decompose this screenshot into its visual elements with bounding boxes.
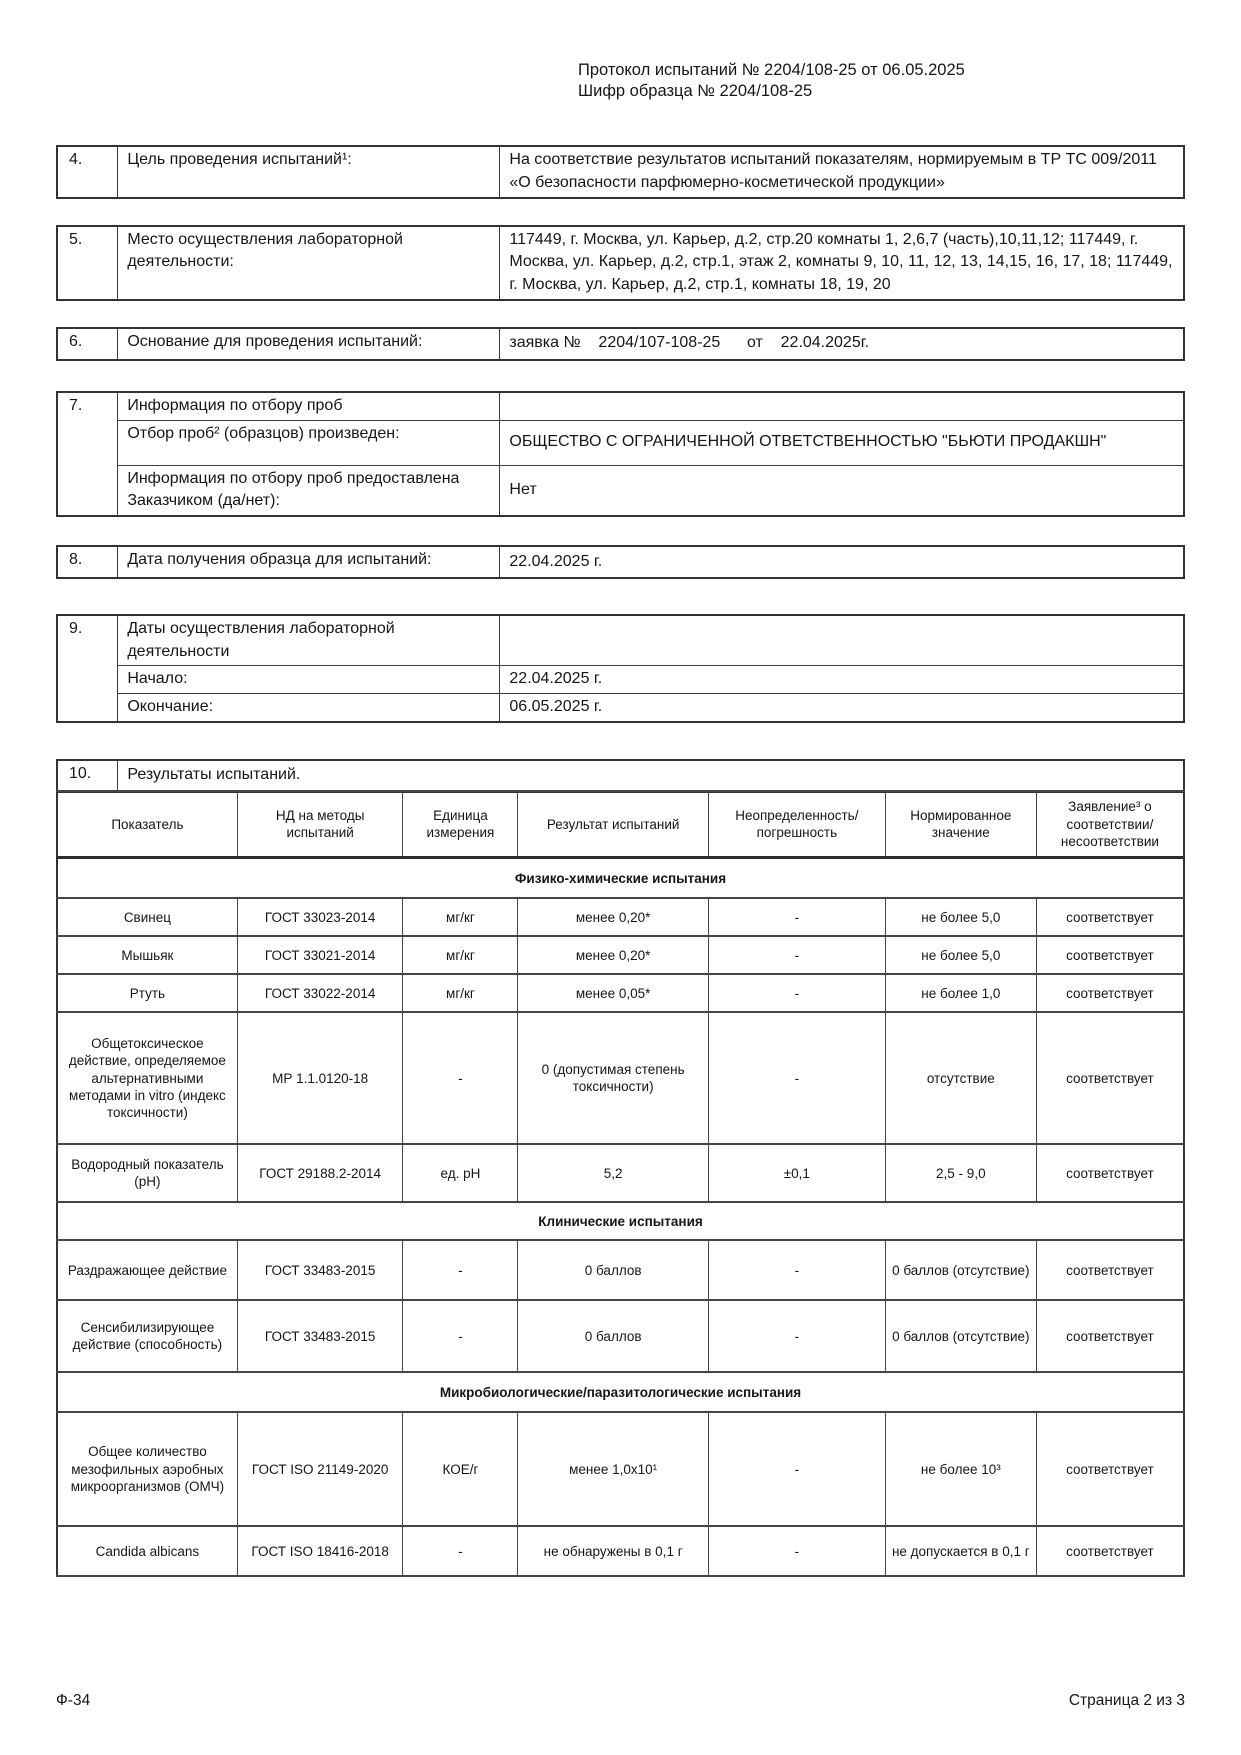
result-cell-statement: соответствует [1036,936,1184,974]
row-value: На соответствие результатов испытаний показателям, нормируемым в ТР ТС 009/2011 «О безопасности парфюмерно-косметической продукции» [500,146,1184,197]
result-cell-uncertainty: - [708,974,885,1012]
result-cell-norm: не допускается в 0,1 г [885,1526,1036,1576]
result-cell-unit: мг/кг [403,898,518,936]
info-table-purpose [56,145,1185,198]
result-cell-unit: - [403,1012,518,1144]
result-cell-norm: 2,5 - 9,0 [885,1144,1036,1202]
col-header-uncertainty: Неопределенность/ погрешность [708,791,885,858]
result-cell-method: ГОСТ 33022-2014 [237,974,403,1012]
table-row [57,465,1184,516]
result-cell-unit: - [403,1240,518,1300]
result-cell-indicator: Мышьяк [57,936,237,974]
table-row [57,420,1184,465]
result-cell-result: менее 0,20* [518,936,708,974]
section-title: Микробиологические/паразитологические испытания [57,1372,1184,1412]
results-section-row [57,1202,1184,1240]
result-cell-uncertainty: - [708,898,885,936]
page-footer [56,1692,1185,1710]
result-cell-indicator: Candida albicans [57,1526,237,1576]
table-row [57,328,1184,360]
result-cell-result: не обнаружены в 0,1 г [518,1526,708,1576]
row-label: Место осуществления лабораторной деятельности: [118,226,500,300]
result-cell-uncertainty: - [708,1240,885,1300]
result-cell-result: 0 баллов [518,1240,708,1300]
row-label: Отбор проб² (образцов) произведен: [118,420,500,465]
row-value: 22.04.2025 г. [500,666,1184,694]
result-cell-uncertainty: - [708,1526,885,1576]
results-header [57,791,1184,858]
result-cell-statement: соответствует [1036,1300,1184,1372]
result-cell-unit: мг/кг [403,974,518,1012]
row-value: 22.04.2025 г. [500,546,1184,578]
result-cell-uncertainty: - [708,1012,885,1144]
result-cell-unit: - [403,1300,518,1372]
results-row [57,898,1184,936]
row-number: 8. [57,546,118,578]
row-label: Даты осуществления лабораторной деятельности [118,615,500,666]
result-cell-norm: не более 10³ [885,1412,1036,1526]
section-title: Клинические испытания [57,1202,1184,1240]
section-title: Физико-химические испытания [57,858,1184,899]
info-table-receipt-date [56,545,1185,579]
info-table-results-title [56,759,1185,793]
result-cell-method: ГОСТ ISO 18416-2018 [237,1526,403,1576]
result-cell-method: ГОСТ 33023-2014 [237,898,403,936]
col-header-indicator: Показатель [57,791,237,858]
row-label: Дата получения образца для испытаний: [118,546,500,578]
results-table [56,790,1185,1577]
result-cell-method: ГОСТ ISO 21149-2020 [237,1412,403,1526]
col-header-result: Результат испытаний [518,791,708,858]
result-cell-uncertainty: - [708,936,885,974]
result-cell-result: 0 баллов [518,1300,708,1372]
results-row [57,974,1184,1012]
result-cell-unit: мг/кг [403,936,518,974]
table-row [57,392,1184,420]
table-row [57,615,1184,666]
protocol-number-line: Протокол испытаний № 2204/108-25 от 06.05.2025 [578,61,965,79]
row-label: Информация по отбору проб предоставлена Заказчиком (да/нет): [118,465,500,516]
results-row [57,1300,1184,1372]
row-label: Цель проведения испытаний¹: [118,146,500,197]
result-cell-result: менее 1,0x10¹ [518,1412,708,1526]
result-cell-norm: не более 1,0 [885,974,1036,1012]
row-value [500,615,1184,666]
results-header-row [57,791,1184,858]
col-header-unit: Единица измерения [403,791,518,858]
results-row [57,1526,1184,1576]
form-code: Ф-34 [56,1692,91,1709]
row-label: Окончание: [118,694,500,722]
result-cell-statement: соответствует [1036,1240,1184,1300]
row-label: Результаты испытаний. [118,760,1184,792]
result-cell-unit: ед. pH [403,1144,518,1202]
result-cell-statement: соответствует [1036,1412,1184,1526]
row-value: 117449, г. Москва, ул. Карьер, д.2, стр.20 комнаты 1, 2,6,7 (часть),10,11,12; 117449, г. Москва, ул. Карьер, д.2, стр.1, этаж 2, комнаты 9, 10, 11, 12, 13, 14,15, 16, 17, 18; 117449, г. Москва, ул. Карьер, д.2, стр.1, комнаты 18, 19, 20 [500,226,1184,300]
row-number: 4. [57,146,118,197]
row-label: Основание для проведения испытаний: [118,328,500,360]
result-cell-norm: 0 баллов (отсутствие) [885,1240,1036,1300]
result-cell-statement: соответствует [1036,974,1184,1012]
result-cell-method: ГОСТ 29188.2-2014 [237,1144,403,1202]
table-row [57,694,1184,722]
result-cell-unit: - [403,1526,518,1576]
table-row [57,546,1184,578]
result-cell-indicator: Свинец [57,898,237,936]
result-cell-indicator: Водородный показатель (pH) [57,1144,237,1202]
table-row [57,146,1184,197]
result-cell-norm: 0 баллов (отсутствие) [885,1300,1036,1372]
result-cell-norm: не более 5,0 [885,936,1036,974]
result-cell-result: менее 0,20* [518,898,708,936]
table-row [57,760,1184,792]
info-table-basis [56,327,1185,361]
result-cell-indicator: Общетоксическое действие, определяемое альтернативными методами in vitro (индекс токсичности) [57,1012,237,1144]
result-cell-result: 0 (допустимая степень токсичности) [518,1012,708,1144]
results-row [57,1412,1184,1526]
result-cell-indicator: Сенсибилизирующее действие (способность) [57,1300,237,1372]
sample-code-line: Шифр образца № 2204/108-25 [578,82,813,101]
result-cell-method: МР 1.1.0120-18 [237,1012,403,1144]
col-header-method: НД на методы испытаний [237,791,403,858]
result-cell-uncertainty: - [708,1300,885,1372]
info-table-lab-location [56,225,1185,301]
row-value: Нет [500,465,1184,516]
row-number: 6. [57,328,118,360]
result-cell-norm: отсутствие [885,1012,1036,1144]
results-row [57,1012,1184,1144]
result-cell-statement: соответствует [1036,898,1184,936]
table-row [57,226,1184,300]
row-number: 10. [57,760,118,792]
result-cell-indicator: Раздражающее действие [57,1240,237,1300]
result-cell-indicator: Ртуть [57,974,237,1012]
col-header-statement: Заявление³ о соответствии/ несоответствии [1036,791,1184,858]
table-row [57,666,1184,694]
result-cell-norm: не более 5,0 [885,898,1036,936]
row-number: 5. [57,226,118,300]
page-indicator: Страница 2 из 3 [1068,1692,1185,1709]
row-value: 06.05.2025 г. [500,694,1184,722]
result-cell-result: 5,2 [518,1144,708,1202]
result-cell-statement: соответствует [1036,1144,1184,1202]
results-row [57,936,1184,974]
col-header-norm: Нормированное значение [885,791,1036,858]
result-cell-method: ГОСТ 33483-2015 [237,1240,403,1300]
result-cell-unit: КОЕ/г [403,1412,518,1526]
results-tbody [57,858,1184,1577]
results-row [57,1144,1184,1202]
row-value: ОБЩЕСТВО С ОГРАНИЧЕННОЙ ОТВЕТСТВЕННОСТЬЮ "БЬЮТИ ПРОДАКШН" [500,420,1184,465]
document-header [578,0,1185,102]
result-cell-method: ГОСТ 33021-2014 [237,936,403,974]
row-label: Начало: [118,666,500,694]
row-value [500,392,1184,420]
result-cell-uncertainty: - [708,1412,885,1526]
results-section-row [57,858,1184,899]
result-cell-result: менее 0,05* [518,974,708,1012]
result-cell-uncertainty: ±0,1 [708,1144,885,1202]
row-label: Информация по отбору проб [118,392,500,420]
row-number: 7. [57,392,118,516]
row-value: заявка № 2204/107-108-25 от 22.04.2025г. [500,328,1184,360]
result-cell-indicator: Общее количество мезофильных аэробных микроорганизмов (ОМЧ) [57,1412,237,1526]
result-cell-statement: соответствует [1036,1012,1184,1144]
row-number: 9. [57,615,118,722]
info-table-sampling [56,391,1185,517]
results-section-row [57,1372,1184,1412]
result-cell-method: ГОСТ 33483-2015 [237,1300,403,1372]
info-table-lab-dates [56,614,1185,723]
result-cell-statement: соответствует [1036,1526,1184,1576]
results-row [57,1240,1184,1300]
